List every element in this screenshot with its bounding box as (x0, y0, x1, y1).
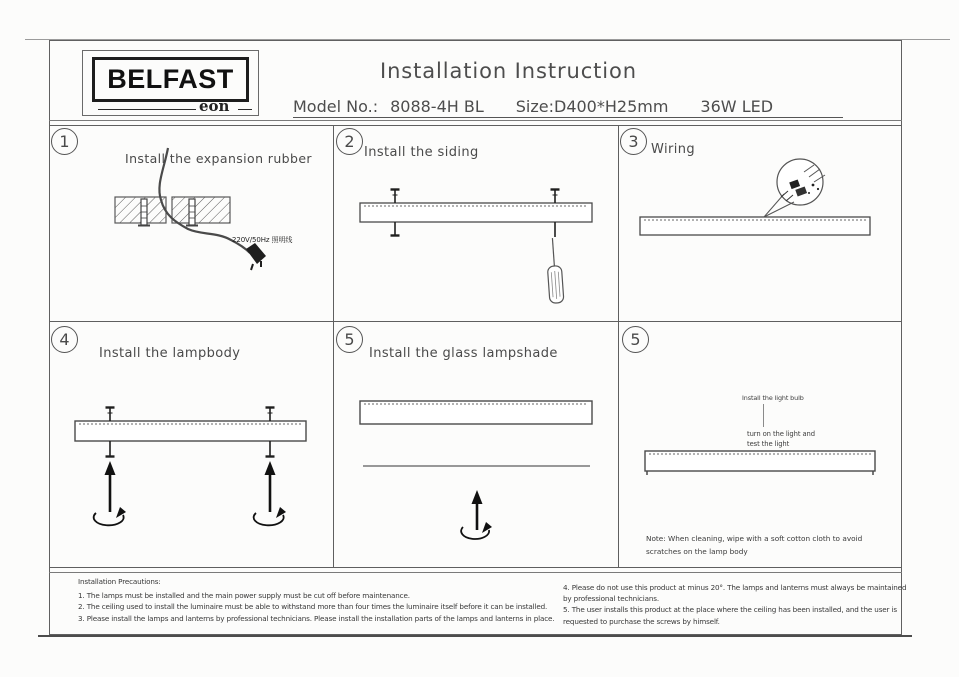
screw-icon (391, 222, 400, 236)
lamp-bar (645, 451, 875, 471)
header-rule-upper (49, 120, 902, 121)
row-divider-2 (49, 567, 902, 568)
cleaning-note-line1: Note: When cleaning, wipe with a soft cotton cloth to avoid (646, 534, 863, 543)
test-label-line2: test the light (747, 440, 790, 448)
step-number-4: 4 (51, 326, 78, 353)
screw-icon (106, 407, 115, 421)
siding-diagram (333, 125, 618, 321)
brand-subname: eon (199, 97, 230, 115)
step-number-6: 5 (622, 326, 649, 353)
step4-title: Install the lampbody (99, 346, 241, 361)
screw-icon (266, 407, 275, 421)
step-number-2: 2 (336, 128, 363, 155)
wire-voltage-label: 220V/50Hz 照明线 (232, 236, 293, 244)
step5-title: Install the glass lampshade (369, 346, 558, 361)
step3-title: Wiring (651, 142, 696, 157)
glass-lampshade-diagram (333, 322, 618, 567)
precautions-right (563, 582, 906, 627)
model-size: Size:D400*H25mm (515, 97, 669, 116)
model-label: Model No.: (293, 97, 379, 116)
bulb-pointer-line (763, 404, 764, 427)
rotate-up-arrow-icon (461, 490, 492, 539)
bottom-scan-line (38, 635, 912, 637)
precautions-left (78, 576, 554, 624)
precaution-item: 3. Please install the lamps and lanterns by professional technicians. Please install the installation parts of the lamps and lanterns in place. (78, 613, 555, 623)
test-label-line1: turn on the light and (747, 430, 815, 438)
screw-icon (106, 441, 115, 457)
lampbody-diagram (49, 322, 333, 567)
brand-logo (92, 57, 249, 102)
step-number-3: 3 (620, 128, 647, 155)
screwdriver-icon (545, 238, 564, 304)
callout-balloon (764, 159, 825, 217)
model-info-row (293, 97, 773, 116)
screw-icon (551, 189, 560, 203)
wiring-diagram (618, 125, 902, 321)
precaution-item: 1. The lamps must be installed and the main power supply must be cut off before maintenance. (78, 591, 410, 601)
precaution-item: 4. Please do not use this product at minus 20°. The lamps and lanterns must always be maintained (563, 583, 907, 592)
precautions-heading: Installation Precautions: (78, 577, 161, 586)
page-title: Installation Instruction (380, 59, 637, 83)
step2-title: Install the siding (364, 145, 479, 160)
rotate-up-arrow-icon (254, 461, 286, 525)
logo-sub-rule-left (98, 109, 196, 110)
lamp-bar (640, 217, 870, 235)
rotate-up-arrow-icon (94, 461, 126, 525)
screw-icon (391, 189, 400, 203)
model-wattage: 36W LED (700, 97, 774, 116)
expansion-rubber-diagram (49, 125, 333, 321)
power-plug-icon (246, 243, 266, 270)
step-number-5: 5 (336, 326, 363, 353)
precaution-item: by professional technicians. (563, 594, 659, 604)
cleaning-note-line2: scratches on the lamp body (646, 547, 748, 556)
precautions-top-rule (49, 572, 902, 573)
brand-name: BELFAST (107, 64, 234, 94)
step-number-1: 1 (51, 128, 78, 155)
precaution-item: 5. The user installs this product at the place where the ceiling has been installed, and the user is (563, 605, 897, 615)
model-underline (293, 117, 843, 118)
precaution-item: 2. The ceiling used to install the luminaire must be able to withstand more than four times the luminaire itself before it can be installed. (78, 602, 548, 612)
bulb-label: Install the light bulb (742, 394, 804, 402)
step1-title: Install the expansion rubber (125, 151, 312, 166)
precaution-item: requested to purchase the screws by himself. (563, 616, 720, 626)
screw-icon (266, 441, 275, 457)
model-number: 8088-4H BL (390, 97, 484, 116)
logo-sub-rule-right (238, 109, 252, 110)
